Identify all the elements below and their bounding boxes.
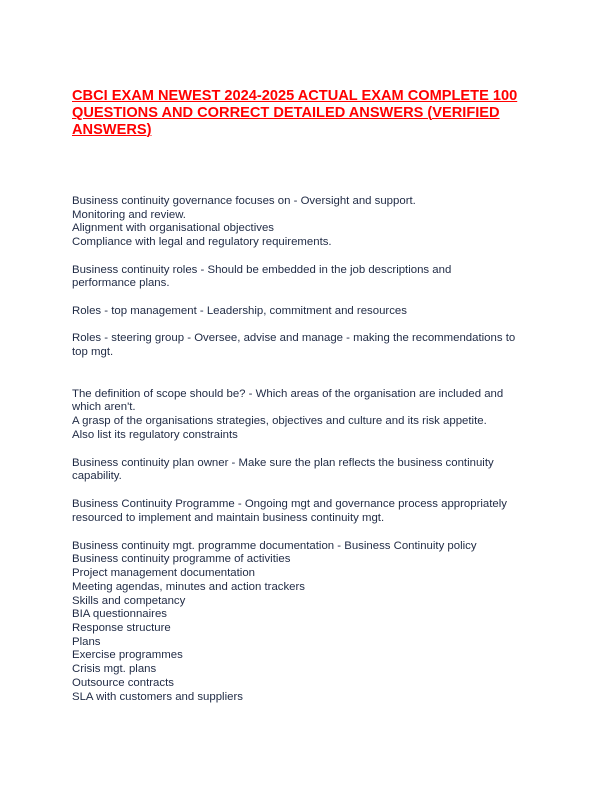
document-title	[72, 88, 542, 138]
text-line: Business continuity mgt. programme documentation - Business Continuity policy	[72, 540, 477, 552]
text-line: Business Continuity Programme - Ongoing mgt and governance process appropriately	[72, 498, 507, 510]
text-line: Project management documentation	[72, 567, 255, 579]
text-line: Monitoring and review.	[72, 209, 186, 221]
title-line: CBCI EXAM NEWEST 2024-2025 ACTUAL EXAM COMPLETE 100	[72, 88, 518, 104]
text-line: Business continuity plan owner - Make sure the plan reflects the business continuity	[72, 457, 494, 469]
text-line: Plans	[72, 636, 101, 648]
text-line: performance plans.	[72, 277, 170, 289]
text-line: Business continuity governance focuses on - Oversight and support.	[72, 195, 416, 207]
text-line: Outsource contracts	[72, 677, 174, 689]
text-line: Also list its regulatory constraints	[72, 429, 238, 441]
text-line: BIA questionnaires	[72, 608, 167, 620]
text-line: The definition of scope should be? - Which areas of the organisation are included and	[72, 388, 504, 400]
text-line: Exercise programmes	[72, 649, 183, 661]
text-line: Skills and competancy	[72, 595, 186, 607]
text-line: Business continuity programme of activities	[72, 553, 291, 565]
text-line: Meeting agendas, minutes and action trackers	[72, 581, 306, 593]
title-line: QUESTIONS AND CORRECT DETAILED ANSWERS (VERIFIED	[72, 104, 500, 121]
text-line: resourced to implement and maintain business continuity mgt.	[72, 512, 385, 524]
text-line: Business continuity roles - Should be embedded in the job descriptions and	[72, 264, 452, 276]
text-line: Response structure	[72, 622, 171, 634]
text-line: top mgt.	[72, 346, 114, 358]
text-line: Crisis mgt. plans	[72, 663, 157, 675]
text-line: which aren't.	[72, 401, 136, 413]
text-line: Compliance with legal and regulatory requirements.	[72, 236, 332, 248]
text-line: A grasp of the organisations strategies, objectives and culture and its risk appetite.	[72, 415, 487, 427]
text-line: Roles - steering group - Oversee, advise and manage - making the recommendations to	[72, 332, 516, 344]
text-line: capability.	[72, 470, 122, 482]
text-line: Roles - top management - Leadership, commitment and resources	[72, 305, 407, 317]
text-line: SLA with customers and suppliers	[72, 691, 243, 703]
title-line: ANSWERS)	[72, 121, 152, 138]
text-line: Alignment with organisational objectives	[72, 222, 274, 234]
